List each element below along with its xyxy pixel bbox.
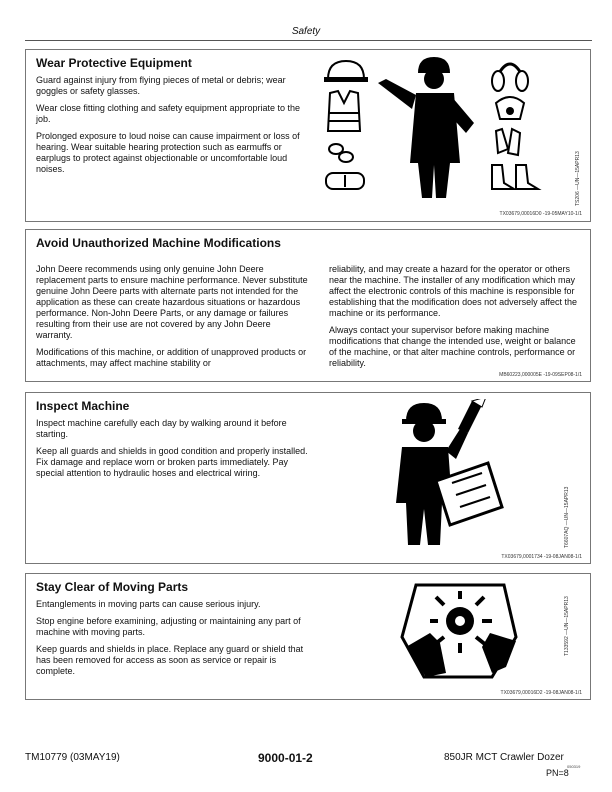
paragraph: reliability, and may create a hazard for the operator or others near the machine. The installer of any modification which may affect the electronic controls of this machine is responsible for establishing that the modification does not adversely affect the machine or its performance. [329,264,577,318]
hard-hat-icon [324,61,368,82]
protective-equipment-illustration [316,53,586,203]
pn-number: PN=8 [546,768,569,778]
paragraph: Always contact your supervisor before making machine modifications that change the intended use, weight or balance of the machine, or that alter machine controls, performance or reliability. [329,325,576,368]
section-title: Avoid Unauthorized Machine Modifications [36,236,281,250]
paragraph: Guard against injury from flying pieces of metal or debris; wear goggles or safety glasses. [36,75,286,96]
section-title: Wear Protective Equipment [36,56,192,70]
paragraph: Entanglements in moving parts can cause serious injury. [36,599,261,609]
footer-date-code: 050319 [567,764,581,769]
manual-number: TM10779 (03MAY19) [25,752,120,763]
reference-code: TX03679,0001734 -19-08JAN08-1/1 [501,554,582,560]
section-body [36,599,308,683]
machine-model: 850JR MCT Crawler Dozer [444,752,564,763]
paragraph: Keep all guards and shields in good condition and properly installed. Fix damage and replace worn or broken parts immediately. Pay special attention to hydraulic hoses and electrical wiring. [36,446,308,478]
section-body-column-1 [36,264,308,375]
paragraph: Prolonged exposure to loud noise can cause impairment or loss of hearing. Wear suitable hearing protection such as earmuffs or earplugs to protect against objectionable or uncomfortable loud noises. [36,131,300,174]
inspect-machine-illustration [376,399,526,549]
section-protective-equipment [25,49,591,222]
paragraph: Wear close fitting clothing and safety equipment appropriate to the job. [36,103,300,124]
figure-code: T133592 —UN—15APR13 [564,596,570,656]
gloves-icon [496,129,520,155]
entanglement-warning-icon [402,585,516,677]
paragraph: Inspect machine carefully each day by walking around it before starting. [36,418,287,439]
reference-code: TX03679,00016D2 -19-08JAN08-1/1 [500,690,582,696]
safety-vest-icon [328,91,360,131]
safety-boots-icon [492,165,538,189]
section-unauthorized-modifications [25,229,591,382]
figure-code: TS206 —UN—15APR13 [575,151,581,206]
section-title: Inspect Machine [36,399,130,413]
section-title: Stay Clear of Moving Parts [36,580,189,594]
worker-icon [378,57,474,198]
flashlight-icon [458,399,486,433]
paragraph: Keep guards and shields in place. Replace any guard or shield that has been removed for access as soon as service or repair is complete. [36,644,304,676]
section-body [36,418,311,485]
header-rule [25,40,592,41]
section-inspect-machine [25,392,591,564]
paragraph: Stop engine before examining, adjusting or maintaining any part of machine with moving parts. [36,616,301,637]
respirator-icon [496,97,524,119]
ear-muffs-icon [492,64,528,91]
paragraph: John Deere recommends using only genuine John Deere replacement parts to ensure machine performance. Never substitute genuine John Deere parts with alternate parts not intended for the application as these can create hazardous situations or hazardous performance. Non-John Deere Parts, or any damage or failures resulting from their use are not covered by any John Deere warranty. [36,264,308,340]
section-body-column-2 [329,264,584,375]
moving-parts-illustration [396,577,526,681]
section-body [36,75,306,181]
figure-code: T6607AQ —UN—15APR13 [564,486,570,548]
reference-code: TX03679,00016D0 -19-05MAY10-1/1 [499,211,582,217]
page-number: 9000-01-2 [258,751,313,765]
goggles-icon [326,173,364,189]
reference-code: MB60223,000005E -19-09SEP08-1/1 [499,372,582,378]
page-header: Safety [291,26,321,37]
paragraph: Modifications of this machine, or addition of unapproved products or attachments, may affect machine stability or [36,347,307,368]
earplugs-icon [329,144,353,162]
section-moving-parts [25,573,591,700]
